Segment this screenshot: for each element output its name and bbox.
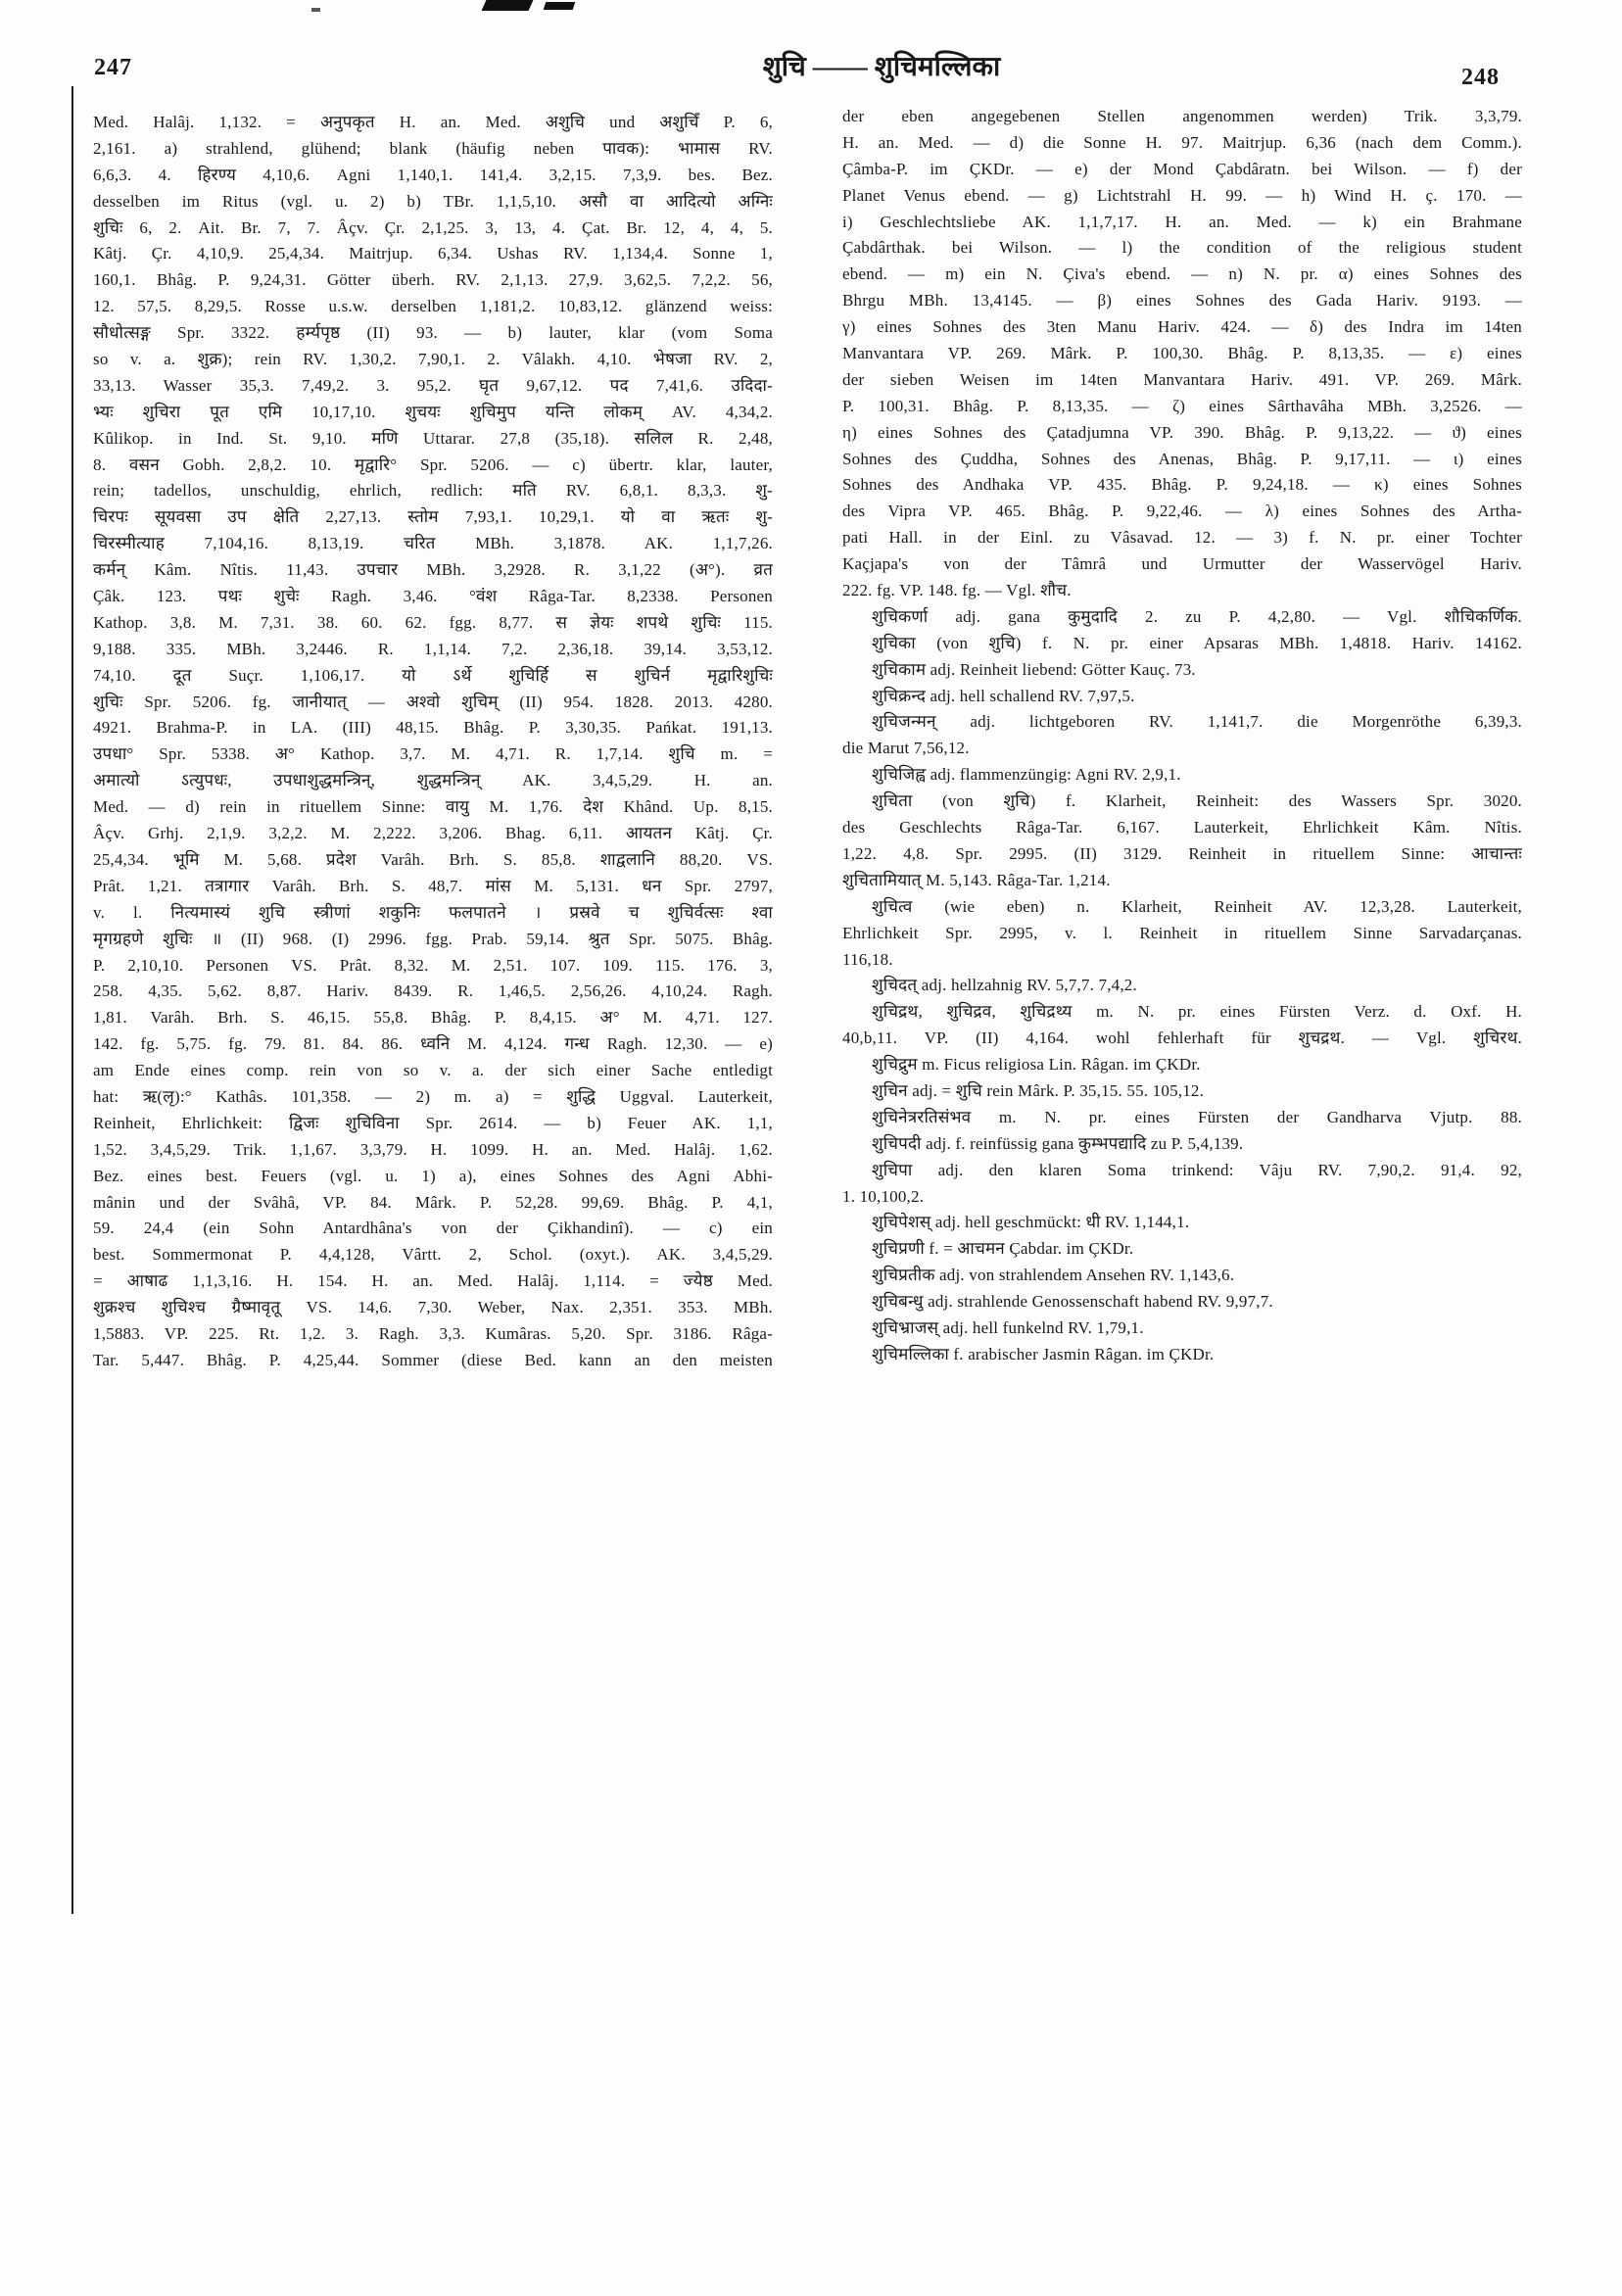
text-line: 1,5883. VP. 225. Rt. 1,2. 3. Ragh. 3,3. Kumâras. 5,20. Spr. 3186. Râga- xyxy=(93,1323,773,1343)
text-line: सौधोत्सङ्ग Spr. 3322. हर्म्यपृष्ठ (II) 93. — b) lauter, klar (vom Soma xyxy=(93,323,773,343)
text-line: Ehrlichkeit Spr. 2995, v. l. Reinheit in rituellem Sinne Sarvadarçanas. xyxy=(842,923,1522,942)
text-line: शुचिः 6, 2. Ait. Br. 7, 7. Âçv. Çr. 2,1,25. 3, 13, 4. Çat. Br. 12, 4, 4, 5. xyxy=(93,217,773,237)
text-line: 2,161. a) strahlend, glühend; blank (häufig neben पावक): भामास RV. xyxy=(93,138,773,158)
text-line: Sohnes des Andhaka VP. 435. Bhâg. P. 9,24,18. — κ) eines Sohnes xyxy=(842,475,1522,495)
text-line: 1,81. Varâh. Brh. S. 46,15. 55,8. Bhâg. P. 8,4,15. अ° M. 4,71. 127. xyxy=(93,1008,773,1028)
scan-artifact-mark xyxy=(544,2,576,10)
text-line: 25,4,34. भूमि M. 5,68. प्रदेश Varâh. Brh. S. 85,8. शाद्वलानि 88,20. VS. xyxy=(93,849,773,869)
text-line: शुचिबन्धु adj. strahlende Genossenschaft habend RV. 9,97,7. xyxy=(872,1292,1273,1312)
text-line: die Marut 7,56,12. xyxy=(842,739,970,758)
text-line: 1. 10,100,2. xyxy=(842,1186,925,1206)
text-line: शुचिभ्राजस् adj. hell funkelnd RV. 1,79,1. xyxy=(872,1317,1144,1337)
right-text-column xyxy=(842,104,1522,1368)
text-line: Tar. 5,447. Bhâg. P. 4,25,44. Sommer (diese Bed. kann an den meisten xyxy=(93,1350,773,1369)
text-line: 1,52. 3,4,5,29. Trik. 1,1,67. 3,3,79. H. 1099. H. an. Med. Halâj. 1,62. xyxy=(93,1139,773,1159)
text-line: अमात्यो ऽत्युपधः, उपधाशुद्धमन्त्रिन्, शुद्धमन्त्रिन् AK. 3,4,5,29. H. an. xyxy=(93,771,773,790)
text-line: 1,22. 4,8. Spr. 2995. (II) 3129. Reinheit in rituellem Sinne: आचान्तः xyxy=(842,843,1522,863)
text-line: Manvantara VP. 269. Mârk. P. 100,30. Bhâg. P. 8,13,35. — ε) eines xyxy=(842,344,1522,363)
text-line: pati Hall. in der Einl. zu Vâsavad. 12. — 3) f. N. pr. einer Tochter xyxy=(842,528,1522,548)
text-line: शुचिकाम adj. Reinheit liebend: Götter Kauç. 73. xyxy=(872,659,1196,679)
text-line: der eben angegebenen Stellen angenommen werden) Trik. 3,3,79. xyxy=(842,107,1522,125)
text-line: 222. fg. VP. 148. fg. — Vgl. शौच. xyxy=(842,581,1072,600)
text-line: am Ende eines comp. rein von so v. a. der sich einer Sache entledigt xyxy=(93,1061,773,1080)
text-line: P. 100,31. Bhâg. P. 8,13,35. — ζ) eines Sârthavâha MBh. 3,2526. — xyxy=(842,396,1522,415)
text-line: शुचिनेत्ररतिसंभव m. N. pr. eines Fürsten der Gandharva Vjutp. 88. xyxy=(872,1107,1522,1126)
text-line: Med. — d) rein in rituellem Sinne: वायु M. 1,76. देश Khând. Up. 8,15. xyxy=(93,797,773,817)
text-line: Kâtj. Çr. 4,10,9. 25,4,34. Maitrjup. 6,34. Ushas RV. 1,134,4. Sonne 1, xyxy=(93,244,773,263)
text-line: भ्यः शुचिरा पूत एमि 10,17,10. शुचयः शुचिमुप यन्ति लोकम् AV. 4,34,2. xyxy=(93,402,773,421)
text-line: चिरस्मीत्याह 7,104,16. 8,13,19. चरित MBh. 3,1878. AK. 1,1,7,26. xyxy=(93,534,773,553)
text-line: desselben im Ritus (vgl. u. 2) b) TBr. 1,1,5,10. असौ वा आदित्यो अग्निः xyxy=(93,191,773,211)
text-line: 12. 57,5. 8,29,5. Rosse u.s.w. derselben 1,181,2. 10,83,12. glänzend weiss: xyxy=(93,297,773,316)
text-line: = आषाढ 1,1,3,16. H. 154. H. an. Med. Halâj. 1,114. = ज्येष्ठ Med. xyxy=(93,1271,773,1291)
text-line: शुचिप्रणी f. = आचमन Çabdar. im ÇKDr. xyxy=(872,1239,1134,1259)
text-line: 6,6,3. 4. हिरण्य 4,10,6. Agni 1,140,1. 141,4. 3,2,15. 7,3,9. bes. Bez. xyxy=(93,165,773,184)
left-text-column xyxy=(93,110,773,1374)
text-line: शुचिद्रथ, शुचिद्रव, शुचिद्रथ्य m. N. pr. eines Fürsten Verz. d. Oxf. H. xyxy=(872,1002,1522,1022)
text-line: 33,13. Wasser 35,3. 7,49,2. 3. 95,2. घृत 9,67,12. पद 7,41,6. उदिदा- xyxy=(93,375,773,395)
text-line: Reinheit, Ehrlichkeit: द्विजः शुचिविना Spr. 2614. — b) Feuer AK. 1,1, xyxy=(93,1113,773,1132)
text-line: शुचिक्रन्द adj. hell schallend RV. 7,97,5. xyxy=(872,686,1135,705)
text-line: शुचिता (von शुचि) f. Klarheit, Reinheit: des Wassers Spr. 3020. xyxy=(872,791,1522,811)
text-line: शुचिपेशस् adj. hell geschmückt: धी RV. 1,144,1. xyxy=(872,1213,1190,1232)
text-line: γ) eines Sohnes des 3ten Manu Hariv. 424. — δ) des Indra im 14ten xyxy=(842,317,1522,337)
text-line: mânin und der Svâhâ, VP. 84. Mârk. P. 52,28. 99,69. Bhâg. P. 4,1, xyxy=(93,1192,773,1212)
text-line: 9,188. 335. MBh. 3,2446. R. 1,1,14. 7,2. 2,36,18. 39,14. 3,53,12. xyxy=(93,639,773,658)
text-line: उपधा° Spr. 5338. अ° Kathop. 3,7. M. 4,71. R. 1,7,14. शुचि m. = xyxy=(93,744,773,764)
text-line: so v. a. शुक्र); rein RV. 1,30,2. 7,90,1. 2. Vâlakh. 4,10. भेषजा RV. 2, xyxy=(93,350,773,369)
text-line: η) eines Sohnes des Çatadjumna VP. 390. Bhâg. P. 9,13,22. — ϑ) eines xyxy=(842,422,1522,442)
text-line: Bhrgu MBh. 13,4145. — β) eines Sohnes des Gada Hariv. 9193. — xyxy=(842,291,1522,311)
text-line: i) Geschlechtsliebe AK. 1,1,7,17. H. an. Med. — k) ein Brahmane xyxy=(842,212,1522,231)
text-line: hat: ऋ(लृ):° Kathâs. 101,358. — 2) m. a) = शुद्धि Uggval. Lauterkeit, xyxy=(93,1086,773,1106)
text-line: चिरपः सूयवसा उप क्षेति 2,27,13. स्तोम 7,93,1. 10,29,1. यो वा ऋतः शु- xyxy=(93,507,773,527)
text-line: rein; tadellos, unschuldig, ehrlich, redlich: मति RV. 6,8,1. 8,3,3. शु- xyxy=(93,481,773,501)
text-line: Prât. 1,21. तत्रागार Varâh. Brh. S. 48,7. मांस M. 5,131. धन Spr. 2797, xyxy=(93,876,773,895)
text-line: Planet Venus ebend. — g) Lichtstrahl H. 99. — h) Wind H. ç. 170. — xyxy=(842,185,1522,205)
text-line: Sohnes des Çuddha, Sohnes des Anenas, Bhâg. P. 9,17,11. — ι) eines xyxy=(842,449,1522,468)
scan-artifact-mark xyxy=(482,0,534,11)
text-line: शुचिपा adj. den klaren Soma trinkend: Vâju RV. 7,90,2. 91,4. 92, xyxy=(872,1160,1522,1179)
page-number-right: 248 xyxy=(1461,65,1500,90)
text-line: des Geschlechts Râga-Tar. 6,167. Lauterkeit, Ehrlichkeit Kâm. Nîtis. xyxy=(842,818,1522,837)
scan-artifact-mark xyxy=(311,8,320,12)
text-line: 40,b,11. VP. (II) 4,164. wohl fehlerhaft für शुचद्रथ. — Vgl. शुचिरथ. xyxy=(842,1028,1522,1048)
text-line: शुचित्व (wie eben) n. Klarheit, Reinheit AV. 12,3,28. Lauterkeit, xyxy=(872,896,1522,916)
text-line: Âçv. Grhj. 2,1,9. 3,2,2. M. 2,222. 3,206. Bhag. 6,11. आयतन Kâtj. Çr. xyxy=(93,824,773,843)
text-line: Kûlikop. in Ind. St. 9,10. मणि Uttarar. 27,8 (35,18). सलिल R. 2,48, xyxy=(93,428,773,448)
text-line: 74,10. दूत Suçr. 1,106,17. यो ऽर्थे शुचिर्हि स शुचिर्न मृद्वारिशुचिः xyxy=(93,665,773,685)
text-line: H. an. Med. — d) die Sonne H. 97. Maitrjup. 6,36 (nach dem Comm.). xyxy=(842,132,1522,152)
text-line: 116,18. xyxy=(842,949,893,969)
text-line: Med. Halâj. 1,132. = अनुपकृत H. an. Med. अशुचि und अशुचिँ P. 6, xyxy=(93,113,773,131)
text-line: der sieben Weisen im 14ten Manvantara Hariv. 491. VP. 269. Mârk. xyxy=(842,369,1522,389)
text-line: शुचिन adj. = शुचि rein Mârk. P. 35,15. 55. 105,12. xyxy=(872,1080,1205,1100)
text-line: मृगग्रहणे शुचिः ॥ (II) 968. (I) 2996. fgg. Prab. 59,14. श्रुत Spr. 5075. Bhâg. xyxy=(93,929,773,948)
text-line: शुचिः Spr. 5206. fg. जानीयात् — अश्वो शुचिम् (II) 954. 1828. 2013. 4280. xyxy=(93,692,773,711)
text-line: best. Sommermonat P. 4,4,128, Vârtt. 2, Schol. (oxyt.). AK. 3,4,5,29. xyxy=(93,1245,773,1265)
text-line: 142. fg. 5,75. fg. 79. 81. 84. 86. ध्वनि M. 4,124. गन्ध Ragh. 12,30. — e) xyxy=(93,1034,773,1054)
text-line: 8. वसन Gobh. 2,8,2. 10. मृद्वारि° Spr. 5206. — c) übertr. klar, lauter, xyxy=(93,454,773,474)
text-line: शुचिजिह्व adj. flammenzüngig: Agni RV. 2,9,1. xyxy=(872,765,1181,785)
text-line: 59. 24,4 (ein Sohn Antardhâna's von der Çikhandinî). — c) ein xyxy=(93,1219,773,1238)
text-line: Çâk. 123. पथः शुचेः Ragh. 3,46. °वंश Râga-Tar. 8,2338. Personen xyxy=(93,587,773,606)
text-line: 4921. Brahma-P. in LA. (III) 48,15. Bhâg. P. 3,30,35. Pańkat. 191,13. xyxy=(93,718,773,738)
text-line: शुचितामियात् M. 5,143. Râga-Tar. 1,214. xyxy=(842,870,1111,889)
text-line: 160,1. Bhâg. P. 9,24,31. Götter überh. RV. 2,1,13. 27,9. 3,62,5. 7,2,2. 56, xyxy=(93,270,773,290)
text-line: ebend. — m) ein N. Çiva's ebend. — n) N. pr. α) eines Sohnes des xyxy=(842,264,1522,284)
text-line: des Vipra VP. 465. Bhâg. P. 9,22,46. — λ) eines Sohnes des Artha- xyxy=(842,502,1522,521)
text-line: 258. 4,35. 5,62. 8,87. Hariv. 8439. R. 1,46,5. 2,56,26. 4,10,24. Ragh. xyxy=(93,981,773,1001)
text-line: v. l. नित्यमास्यं शुचि स्त्रीणां शकुनिः फलपातने । प्रस्रवे च शुचिर्वत्सः श्वा xyxy=(93,902,773,922)
page-number-left: 247 xyxy=(94,55,132,80)
text-line: Kathop. 3,8. M. 7,31. 38. 60. 62. fgg. 8,77. स ज्ञेयः शपथे शुचिः 115. xyxy=(93,612,773,632)
text-line: शुचिजन्मन् adj. lichtgeboren RV. 1,141,7. die Morgenröthe 6,39,3. xyxy=(872,712,1522,732)
text-line: Bez. eines best. Feuers (vgl. u. 1) a), eines Sohnes des Agni Abhi- xyxy=(93,1166,773,1185)
text-line: शुचिमल्लिका f. arabischer Jasmin Râgan. im ÇKDr. xyxy=(872,1344,1215,1363)
running-head: शुचि —— शुचिमल्लिका xyxy=(762,52,1001,82)
text-line: शुचिका (von शुचि) f. N. pr. einer Apsaras MBh. 1,4818. Hariv. 14162. xyxy=(872,633,1522,652)
text-line: Çabdârthak. bei Wilson. — l) the condition of the religious student xyxy=(842,238,1522,258)
text-line: Kaçjapa's von der Tâmrâ und Urmutter der Wasservögel Hariv. xyxy=(842,554,1522,574)
text-line: कर्मन् Kâm. Nîtis. 11,43. उपचार MBh. 3,2928. R. 3,1,22 (अ°). व्रत xyxy=(93,560,773,580)
text-line: शुचिकर्णा adj. gana कुमुदादि 2. zu P. 4,2,80. — Vgl. शौचिकर्णिक. xyxy=(872,606,1522,626)
text-line: P. 2,10,10. Personen VS. Prât. 8,32. M. 2,51. 107. 109. 115. 176. 3, xyxy=(93,955,773,975)
text-line: Çâmba-P. im ÇKDr. — e) der Mond Çabdâratn. bei Wilson. — f) der xyxy=(842,159,1522,178)
text-line: शुचिदत् adj. hellzahnig RV. 5,7,7. 7,4,2. xyxy=(872,976,1137,995)
text-line: शुचिपदी adj. f. reinfüssig gana कुम्भपद्यादि zu P. 5,4,139. xyxy=(872,1133,1244,1153)
text-line: शुक्रश्च शुचिश्च ग्रैष्मावृतू VS. 14,6. 7,30. Weber, Nax. 2,351. 353. MBh. xyxy=(93,1298,773,1317)
scan-left-margin-rule xyxy=(72,86,73,1914)
text-line: शुचिद्रुम m. Ficus religiosa Lin. Râgan. im ÇKDr. xyxy=(872,1055,1201,1075)
text-line: शुचिप्रतीक adj. von strahlendem Ansehen RV. 1,143,6. xyxy=(872,1266,1235,1285)
